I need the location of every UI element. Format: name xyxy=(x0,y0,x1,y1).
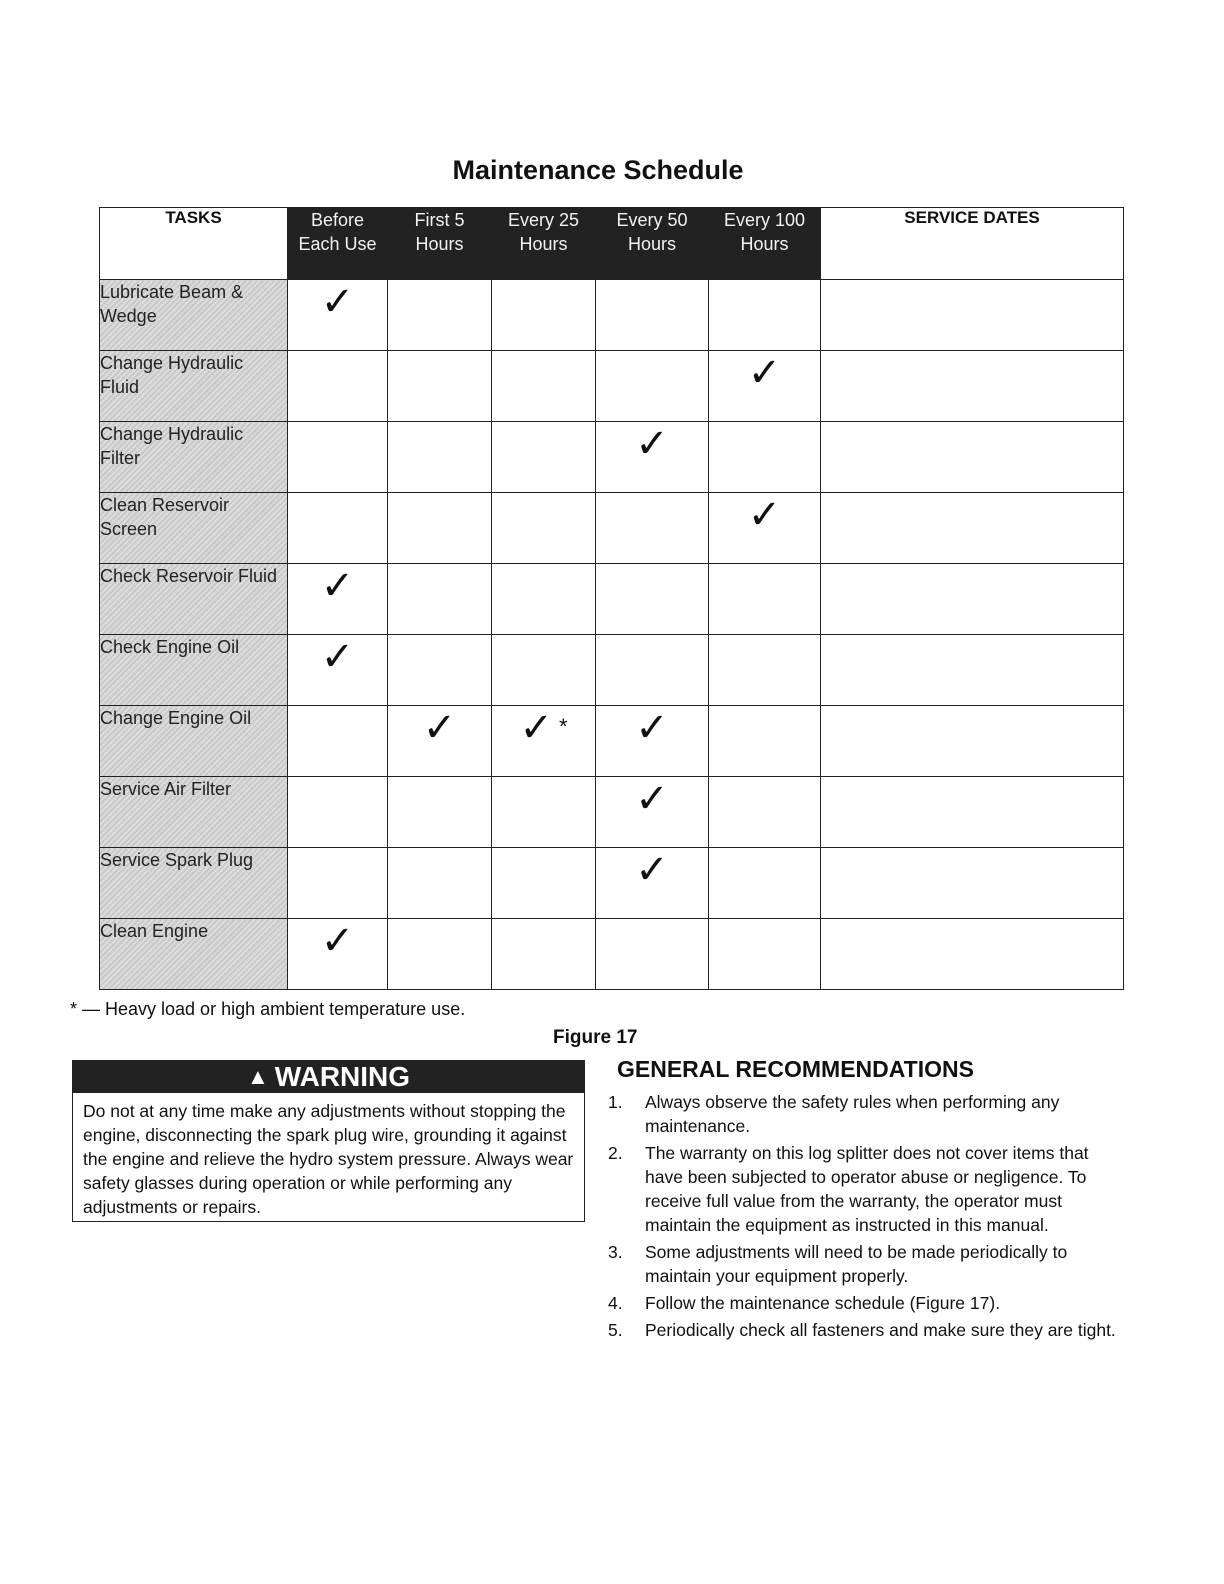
interval-cell xyxy=(596,493,709,564)
header-every-25-hours xyxy=(492,208,596,280)
header-service-dates: SERVICE DATES xyxy=(821,208,1124,280)
interval-cell xyxy=(709,777,821,848)
interval-cell xyxy=(596,919,709,990)
service-dates-cell[interactable] xyxy=(821,777,1124,848)
interval-cell xyxy=(709,564,821,635)
header-line1: Before xyxy=(310,210,365,230)
list-text: Periodically check all fasteners and make sure they are tight. xyxy=(645,1320,1116,1340)
header-line2: Each Use xyxy=(298,234,377,254)
interval-cell xyxy=(492,777,596,848)
interval-cell xyxy=(388,280,492,351)
table-row xyxy=(100,777,1124,848)
service-dates-cell[interactable] xyxy=(821,635,1124,706)
interval-cell xyxy=(596,280,709,351)
interval-cell xyxy=(596,635,709,706)
list-number: 1. xyxy=(608,1092,623,1112)
header-every-50-hours xyxy=(596,208,709,280)
interval-cell xyxy=(709,493,821,564)
task-name: Clean Reservoir Screen xyxy=(100,493,288,564)
interval-cell xyxy=(596,706,709,777)
interval-cell xyxy=(596,848,709,919)
table-row xyxy=(100,351,1124,422)
task-name: Lubricate Beam & Wedge xyxy=(100,280,288,351)
task-name: Service Spark Plug xyxy=(100,848,288,919)
interval-cell xyxy=(288,493,388,564)
interval-cell xyxy=(492,564,596,635)
interval-cell xyxy=(388,422,492,493)
list-item xyxy=(608,1141,1118,1237)
interval-cell xyxy=(288,564,388,635)
interval-cell xyxy=(288,777,388,848)
service-dates-cell[interactable] xyxy=(821,919,1124,990)
interval-cell xyxy=(388,919,492,990)
warning-title: WARNING xyxy=(274,1061,411,1092)
header-line2: Hours xyxy=(415,234,464,254)
interval-cell xyxy=(388,564,492,635)
asterisk-mark: * xyxy=(558,714,568,739)
interval-cell xyxy=(709,422,821,493)
table-row xyxy=(100,280,1124,351)
check-mark-icon: ✓ xyxy=(320,634,355,680)
check-mark-icon: ✓ xyxy=(635,776,669,822)
service-dates-cell[interactable] xyxy=(821,351,1124,422)
check-mark-icon: ✓ xyxy=(635,705,669,751)
interval-cell xyxy=(492,635,596,706)
interval-cell xyxy=(709,848,821,919)
warning-box xyxy=(72,1060,585,1222)
interval-cell xyxy=(288,635,388,706)
header-tasks: TASKS xyxy=(100,208,288,280)
interval-cell xyxy=(288,351,388,422)
check-mark-icon: ✓ xyxy=(635,421,669,467)
check-mark-icon: ✓ xyxy=(320,279,355,325)
header-every-100-hours xyxy=(709,208,821,280)
interval-cell xyxy=(288,422,388,493)
interval-cell xyxy=(388,848,492,919)
check-mark-icon: ✓ xyxy=(320,918,355,964)
interval-cell xyxy=(596,422,709,493)
task-name: Change Hydraulic Fluid xyxy=(100,351,288,422)
list-text: The warranty on this log splitter does not cover items that have been subjected to operator abuse or negligence. To receive full value from the warranty, the operator must maintain the equipment as instructed in this manual. xyxy=(645,1143,1089,1235)
table-row xyxy=(100,706,1124,777)
interval-cell xyxy=(492,919,596,990)
interval-cell xyxy=(288,280,388,351)
table-header-row xyxy=(100,208,1124,280)
interval-cell xyxy=(492,422,596,493)
check-mark-icon: ✓ xyxy=(635,847,669,893)
footnote: * — Heavy load or high ambient temperature use. xyxy=(70,999,466,1019)
list-item xyxy=(608,1090,1118,1138)
task-name: Change Hydraulic Filter xyxy=(100,422,288,493)
interval-cell xyxy=(709,280,821,351)
service-dates-cell[interactable] xyxy=(821,422,1124,493)
check-mark-icon: ✓ xyxy=(422,705,457,751)
check-mark-icon: ✓ xyxy=(747,350,782,396)
task-name: Service Air Filter xyxy=(100,777,288,848)
list-text: Always observe the safety rules when performing any maintenance. xyxy=(645,1092,1060,1136)
table-row xyxy=(100,493,1124,564)
header-before-each-use xyxy=(288,208,388,280)
header-first-5-hours xyxy=(388,208,492,280)
header-line1: Every 100 xyxy=(723,210,806,230)
service-dates-cell[interactable] xyxy=(821,280,1124,351)
task-name: Check Reservoir Fluid xyxy=(100,564,288,635)
interval-cell xyxy=(492,280,596,351)
list-item xyxy=(608,1291,1118,1315)
page-title: Maintenance Schedule xyxy=(452,155,744,185)
list-text: Follow the maintenance schedule (Figure 17). xyxy=(645,1293,1001,1313)
interval-cell xyxy=(492,848,596,919)
interval-cell xyxy=(596,777,709,848)
general-recommendations-title: GENERAL RECOMMENDATIONS xyxy=(617,1056,974,1082)
interval-cell xyxy=(709,919,821,990)
header-line1: Every 25 xyxy=(507,210,580,230)
interval-cell xyxy=(288,848,388,919)
header-line1: First 5 xyxy=(414,210,465,230)
list-item xyxy=(608,1240,1118,1288)
figure-label: Figure 17 xyxy=(553,1027,638,1048)
list-number: 3. xyxy=(608,1242,623,1262)
interval-cell xyxy=(288,706,388,777)
check-mark-icon: ✓ xyxy=(519,705,553,751)
service-dates-cell[interactable] xyxy=(821,706,1124,777)
service-dates-cell[interactable] xyxy=(821,564,1124,635)
interval-cell xyxy=(492,351,596,422)
interval-cell xyxy=(388,493,492,564)
check-mark-icon: ✓ xyxy=(747,492,782,538)
task-name: Change Engine Oil xyxy=(100,706,288,777)
interval-cell xyxy=(388,635,492,706)
header-line2: Hours xyxy=(627,234,676,254)
interval-cell xyxy=(709,635,821,706)
maintenance-schedule-table xyxy=(99,207,1124,990)
warning-triangle-icon: ▲ xyxy=(246,1064,269,1089)
header-line1: Every 50 xyxy=(616,210,688,230)
table-row xyxy=(100,564,1124,635)
list-number: 5. xyxy=(608,1320,623,1340)
service-dates-cell[interactable] xyxy=(821,493,1124,564)
list-number: 2. xyxy=(608,1143,623,1163)
header-line2: Hours xyxy=(740,234,789,254)
interval-cell xyxy=(288,919,388,990)
task-name: Clean Engine xyxy=(100,919,288,990)
interval-cell xyxy=(388,351,492,422)
table-row xyxy=(100,848,1124,919)
check-mark-icon: ✓ xyxy=(320,563,355,609)
list-number: 4. xyxy=(608,1293,623,1313)
interval-cell xyxy=(388,777,492,848)
warning-text: Do not at any time make any adjustments without stopping the engine, disconnecting the spark plug wire, grounding it against the engine and relieve the hydro system pressure. Always wear safety glasses during operation or while performing any adjustments or repairs. xyxy=(83,1101,574,1217)
interval-cell xyxy=(596,351,709,422)
table-row xyxy=(100,635,1124,706)
interval-cell xyxy=(596,564,709,635)
table-row xyxy=(100,422,1124,493)
table-row xyxy=(100,919,1124,990)
interval-cell xyxy=(388,706,492,777)
list-text: Some adjustments will need to be made periodically to maintain your equipment properly. xyxy=(645,1242,1068,1286)
task-name: Check Engine Oil xyxy=(100,635,288,706)
interval-cell xyxy=(709,351,821,422)
list-item xyxy=(608,1318,1118,1342)
warning-header xyxy=(73,1061,584,1093)
service-dates-cell[interactable] xyxy=(821,848,1124,919)
interval-cell xyxy=(709,706,821,777)
interval-cell xyxy=(492,493,596,564)
general-recommendations-list xyxy=(608,1090,1118,1345)
header-line2: Hours xyxy=(519,234,568,254)
interval-cell xyxy=(492,706,596,777)
